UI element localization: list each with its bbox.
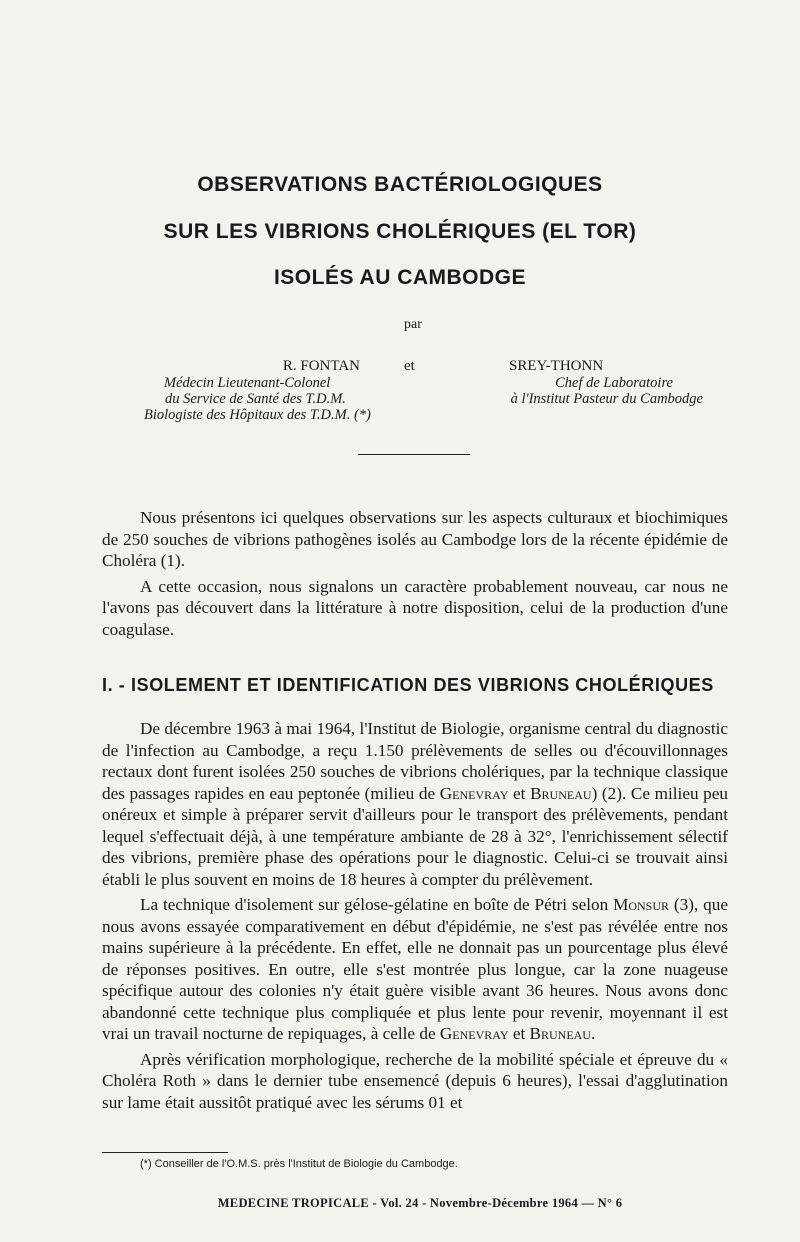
intro-text	[102, 507, 728, 640]
section-paragraph-3: Après vérification morphologique, recherche de la mobilité spéciale et épreuve du « Choléra Roth » dans le dernier tube ensemencé (depuis 6 heures), l'essai d'agglutination sur lame était aussitôt pratiqué avec les sérums 01 et	[102, 1049, 728, 1112]
intro-paragraph-1: Nous présentons ici quelques observations sur les aspects culturaux et biochimiques de 250 souches de vibrions pathogènes isolés au Cambodge lors de la récente épidémie de Choléra (1).	[102, 508, 728, 570]
title-line-2: SUR LES VIBRIONS CHOLÉRIQUES (EL TOR)	[163, 220, 637, 243]
byline-et: et	[404, 358, 415, 374]
section-paragraph-2	[102, 894, 728, 1045]
paragraph-text: .	[590, 1024, 596, 1043]
author-reference: Genevray	[439, 783, 509, 803]
title-line-3: ISOLÉS AU CAMBODGE	[273, 266, 527, 289]
section-paragraph-1	[102, 718, 728, 890]
title-separator-rule	[358, 454, 470, 455]
paragraph-text: et	[508, 783, 531, 803]
journal-footer: MEDECINE TROPICALE - Vol. 24 - Novembre-Décembre 1964 — N° 6	[217, 1196, 623, 1210]
author-affiliation: à l'Institut Pasteur du Cambodge	[510, 391, 703, 407]
section-heading: I. - ISOLEMENT ET IDENTIFICATION DES VIBRIONS CHOLÉRIQUES	[102, 675, 714, 695]
footnote-rule	[102, 1152, 228, 1153]
author-affiliation: du Service de Santé des T.D.M.	[165, 391, 346, 407]
paragraph-text: La technique d'isolement sur gélose-gélatine en boîte de Pétri selon	[140, 895, 614, 914]
author-reference: Bruneau	[530, 783, 592, 803]
paragraph-text: et	[508, 1024, 530, 1043]
byline-par: par	[404, 317, 422, 332]
author-name: R. FONTAN	[282, 358, 360, 374]
section-body	[102, 718, 728, 1113]
author-block-srey-thonn	[453, 358, 703, 407]
paragraph-text: De décembre 1963 à mai 1964, l'Institut de Biologie, organisme central du diagnostic de l'infection au Cambodge, a reçu 1.150 prélèvements de selles ou d'écouvillonnages rectaux dont furent isolées 250 souches de vibrions cholériques, par la technique classique des passages rapides en eau peptonée (milieu de	[102, 719, 728, 803]
author-reference: Bruneau	[529, 1024, 591, 1043]
author-affiliation: Médecin Lieutenant-Colonel	[164, 375, 331, 391]
footnote: (*) Conseiller de l'O.M.S. près l'Institut de Biologie du Cambodge.	[140, 1158, 458, 1170]
paragraph-text: (3), que nous avons essayée comparativement en début d'épidémie, ne s'est pas révélée entre nos mains supérieure à la précédente. En effet, elle ne donnait pas un pourcentage plus élevé de réponses positives. En outre, elle s'est montrée plus longue, car la zone nuageuse spécifique autour des colonies n'y était guère visible avant 36 heures. Nous avons donc abandonné cette technique plus compliquée et plus lente pour revenir, moyennant il est vrai un travail nocturne de repiquages, à celle de	[102, 895, 728, 1043]
author-name: SREY-THONN	[509, 358, 604, 374]
author-reference: Genevray	[439, 1024, 509, 1043]
author-block-fontan	[140, 358, 400, 423]
author-reference: Monsur	[613, 895, 670, 914]
author-affiliation: Biologiste des Hôpitaux des T.D.M. (*)	[144, 407, 371, 423]
intro-paragraph-2: A cette occasion, nous signalons un caractère probablement nouveau, car nous ne l'avons pas découvert dans la littérature à notre disposition, celui de la production d'une coagulase.	[102, 576, 728, 639]
title-line-1: OBSERVATIONS BACTÉRIOLOGIQUES	[197, 173, 603, 196]
author-affiliation: Chef de Laboratoire	[555, 375, 673, 391]
paragraph-text: ) (2). Ce milieu peu onéreux et simple à préparer servit d'ailleurs pour le transport des prélèvements, pendant lequel s'effectuait déjà, à une température ambiante de 28 à 32°, l'enrichissement sélectif des vibrions, première phase des opérations pour le diagnostic. Celui-ci se trouvait ainsi établi le plus souvent en moins de 18 heures à compter du prélèvement.	[102, 783, 729, 889]
